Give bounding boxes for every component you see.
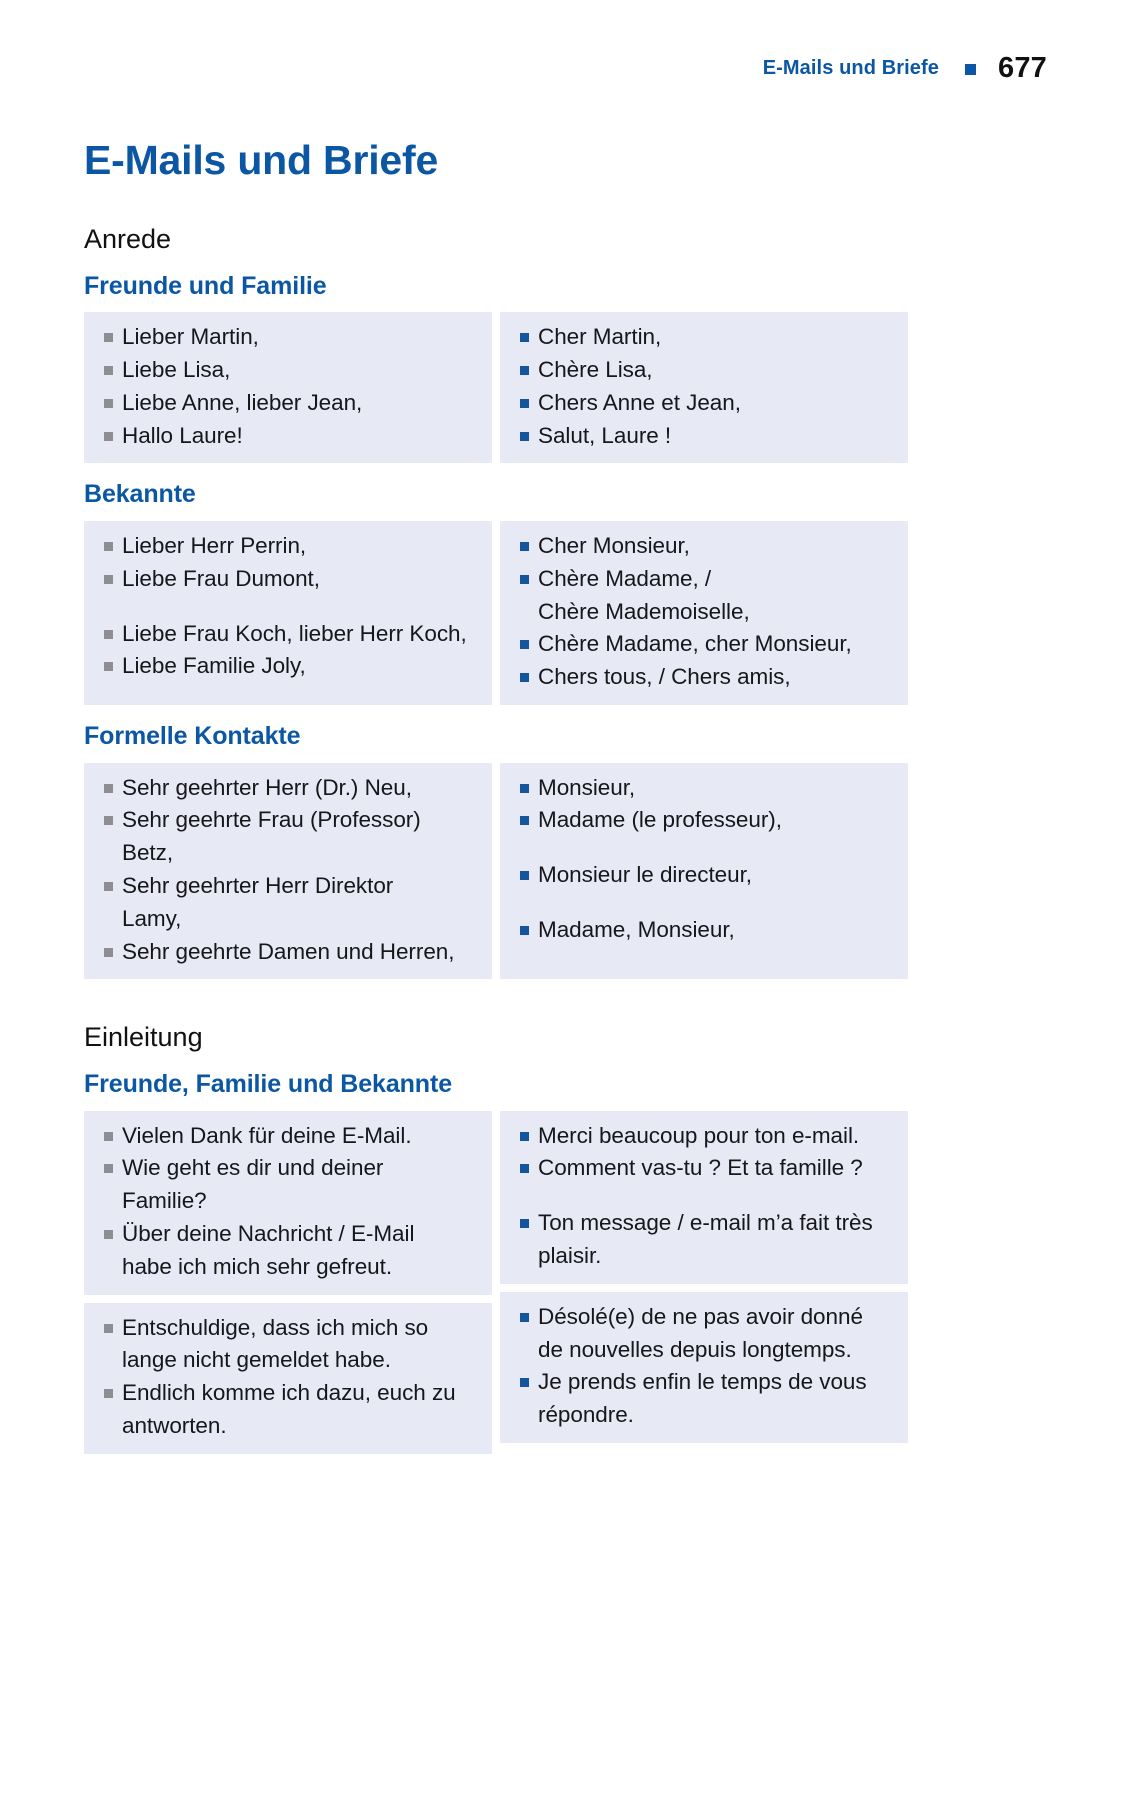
german-phrase-list xyxy=(92,1313,484,1442)
german-column xyxy=(84,521,492,705)
list-item: Sehr geehrte Damen und Herren, xyxy=(92,937,484,968)
french-phrase-list xyxy=(508,773,900,946)
german-phrase-group-2 xyxy=(84,1303,492,1454)
french-column xyxy=(500,312,908,463)
list-item: Cher Monsieur, xyxy=(508,531,900,562)
list-item: Lieber Herr Perrin, xyxy=(92,531,484,562)
french-phrase-list xyxy=(508,1121,900,1272)
list-item: Monsieur, xyxy=(508,773,900,804)
list-item: Wie geht es dir und deiner xyxy=(92,1153,484,1184)
square-marker-icon xyxy=(965,64,976,75)
list-item-continuation: Chère Mademoiselle, xyxy=(538,598,750,624)
list-item: Lieber Martin, xyxy=(92,322,484,353)
page-title: E-Mails und Briefe xyxy=(84,137,439,183)
list-item: Madame, Monsieur, xyxy=(508,915,900,946)
french-phrase-group-1 xyxy=(500,1111,908,1284)
list-item: Entschuldige, dass ich mich so xyxy=(92,1313,484,1344)
subsection-heading-freunde-und-familie: Freunde und Familie xyxy=(84,271,327,300)
list-item: Hallo Laure! xyxy=(92,421,484,452)
german-phrase-list xyxy=(92,773,484,968)
french-phrase-list xyxy=(508,531,900,693)
german-column xyxy=(84,1111,492,1454)
german-column xyxy=(84,763,492,980)
list-item: Sehr geehrter Herr Direktor xyxy=(92,871,484,902)
section-heading-anrede: Anrede xyxy=(84,224,172,254)
list-item-continuation: Betz, xyxy=(122,840,174,866)
subsection-heading-formelle-kontakte: Formelle Kontakte xyxy=(84,722,301,750)
phrase-table-einleitung xyxy=(84,1111,906,1454)
list-item: Liebe Familie Joly, xyxy=(92,651,484,682)
list-item: Über deine Nachricht / E-Mail xyxy=(92,1219,484,1250)
list-item: Je prends enfin le temps de vous xyxy=(508,1367,900,1398)
running-header xyxy=(763,52,1047,85)
french-column xyxy=(500,1111,908,1454)
list-item-continuation: habe ich mich sehr gefreut. xyxy=(122,1253,393,1279)
german-phrase-group-1 xyxy=(84,1111,492,1295)
french-phrase-list xyxy=(508,322,900,451)
list-item: Sehr geehrter Herr (Dr.) Neu, xyxy=(92,773,484,804)
french-phrase-list xyxy=(508,1302,900,1431)
list-item-continuation: de nouvelles depuis longtemps. xyxy=(538,1336,852,1362)
list-item: Vielen Dank für deine E-Mail. xyxy=(92,1121,484,1152)
list-item: Liebe Anne, lieber Jean, xyxy=(92,388,484,419)
list-item: Comment vas-tu ? Et ta famille ? xyxy=(508,1153,900,1184)
list-item: Merci beaucoup pour ton e-mail. xyxy=(508,1121,900,1152)
list-item-continuation: Lamy, xyxy=(122,905,182,931)
list-item-continuation: Familie? xyxy=(122,1188,207,1214)
list-item: Chère Madame, cher Monsieur, xyxy=(508,629,900,660)
phrase-table-freunde-und-familie xyxy=(84,312,906,463)
list-item: Monsieur le directeur, xyxy=(508,860,900,891)
list-item: Chère Lisa, xyxy=(508,355,900,386)
list-item: Chers Anne et Jean, xyxy=(508,388,900,419)
section-heading-einleitung: Einleitung xyxy=(84,1022,203,1053)
list-item: Chère Madame, / xyxy=(508,564,900,595)
phrase-table-formelle-kontakte xyxy=(84,763,906,980)
german-phrase-list xyxy=(92,531,484,682)
french-column xyxy=(500,763,908,980)
list-item: Cher Martin, xyxy=(508,322,900,353)
french-phrase-group-2 xyxy=(500,1292,908,1443)
page-number: 677 xyxy=(998,52,1047,84)
phrase-table-bekannte xyxy=(84,521,906,705)
page-content xyxy=(84,137,906,1454)
subsection-heading-bekannte: Bekannte xyxy=(84,480,196,509)
list-item: Endlich komme ich dazu, euch zu xyxy=(92,1378,484,1409)
list-item: Liebe Lisa, xyxy=(92,355,484,386)
list-item: Désolé(e) de ne pas avoir donné xyxy=(508,1302,900,1333)
list-item: Ton message / e-mail m’a fait très xyxy=(508,1208,900,1239)
running-header-title: E-Mails und Briefe xyxy=(762,57,939,79)
subsection-heading-freunde-familie-und-bekannte: Freunde, Familie und Bekannte xyxy=(84,1070,452,1099)
list-item-continuation: antworten. xyxy=(122,1413,227,1439)
french-column xyxy=(500,521,908,705)
list-item: Sehr geehrte Frau (Professor) xyxy=(92,805,484,836)
list-item: Salut, Laure ! xyxy=(508,421,900,452)
german-phrase-list xyxy=(92,1121,484,1283)
german-column xyxy=(84,312,492,463)
list-item: Liebe Frau Koch, lieber Herr Koch, xyxy=(92,619,484,650)
list-item-continuation: plaisir. xyxy=(538,1243,602,1268)
german-phrase-list xyxy=(92,322,484,451)
list-item: Madame (le professeur), xyxy=(508,805,900,836)
list-item-continuation: répondre. xyxy=(538,1402,634,1428)
list-item: Liebe Frau Dumont, xyxy=(92,564,484,595)
list-item-continuation: lange nicht gemeldet habe. xyxy=(122,1347,391,1373)
list-item: Chers tous, / Chers amis, xyxy=(508,662,900,693)
